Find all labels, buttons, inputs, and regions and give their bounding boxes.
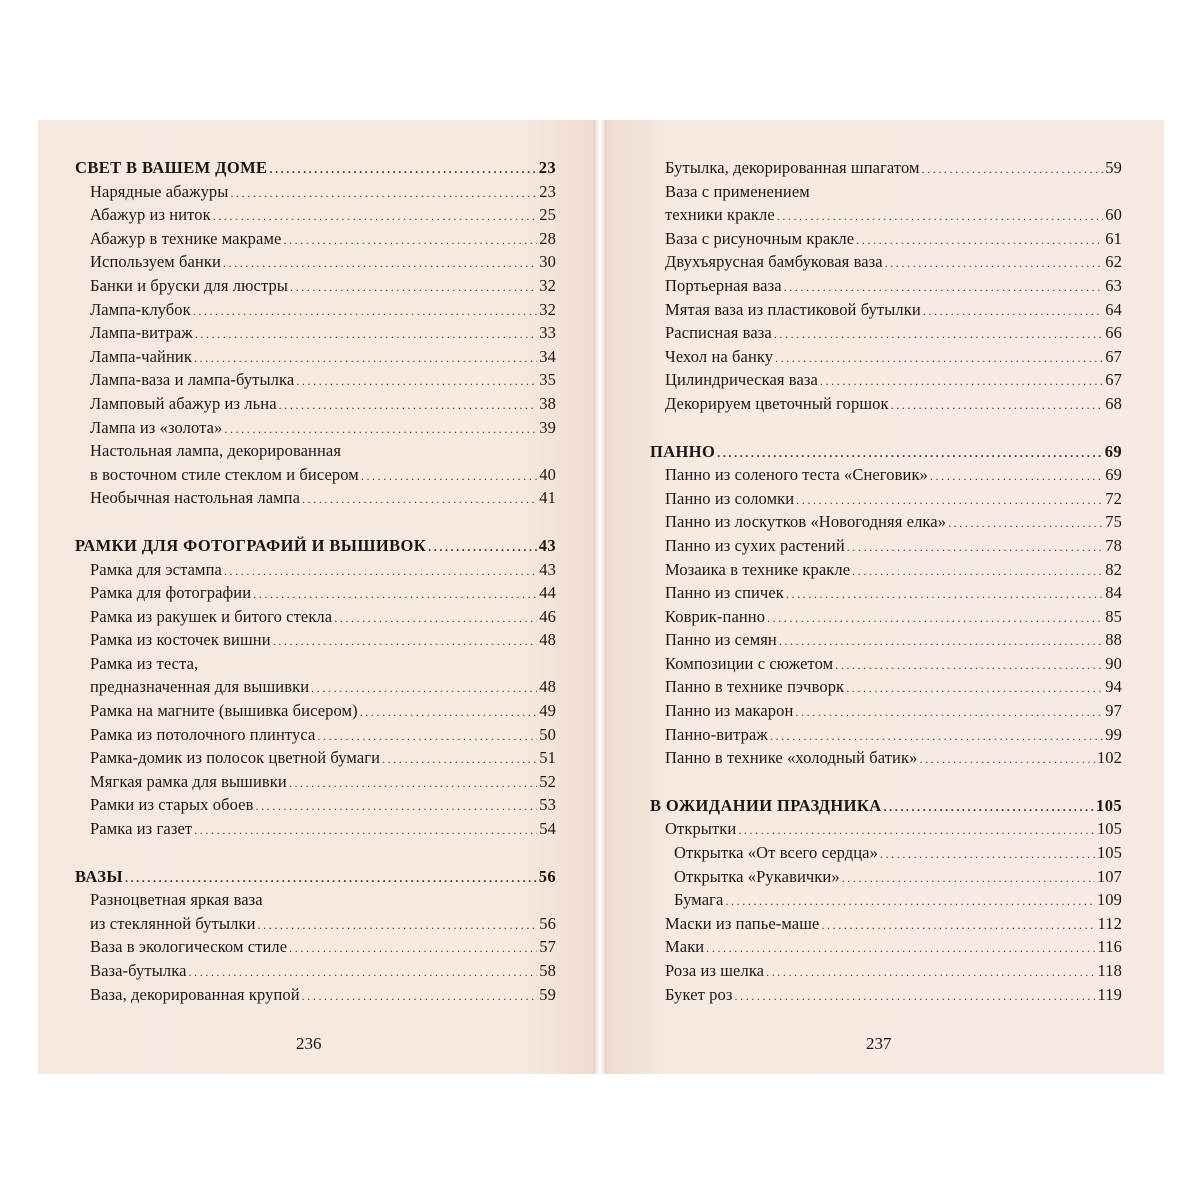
dot-leader <box>770 723 1103 749</box>
toc-entry-page-number: 34 <box>539 346 556 366</box>
toc-entry <box>75 180 556 204</box>
dot-leader <box>777 203 1104 229</box>
toc-entry-title: Ваза в экологическом стиле <box>90 937 288 957</box>
toc-entry-title: Панно из лоскутков «Новогодняя елка» <box>665 512 947 532</box>
toc-entry <box>650 675 1122 699</box>
toc-entry-page-number: 105 <box>1096 795 1122 815</box>
toc-entry <box>650 487 1122 511</box>
dot-leader <box>223 250 537 276</box>
toc-entry-page-number: 97 <box>1105 701 1122 721</box>
toc-entry-title: Панно из семян <box>665 630 777 650</box>
toc-entry-title: Панно из соломки <box>665 488 795 508</box>
toc-entry-title: ВАЗЫ <box>75 866 123 886</box>
toc-section-heading <box>75 534 556 558</box>
toc-entry-title: Роза из шелка <box>665 961 765 980</box>
dot-leader <box>779 628 1103 654</box>
dot-leader <box>706 935 1095 961</box>
toc-entry-page-number: 94 <box>1105 677 1122 697</box>
toc-entry-page-number: 39 <box>539 417 556 437</box>
section-gap <box>650 416 1122 440</box>
dot-leader <box>193 298 538 324</box>
toc-entry-page-number: 107 <box>1096 866 1122 886</box>
toc-entry-title: Лампа-витраж <box>90 323 193 343</box>
toc-entry-page-number: 56 <box>538 866 556 886</box>
toc-entry-page-number: 66 <box>1105 323 1122 343</box>
dot-leader <box>269 156 536 182</box>
dot-leader <box>289 770 537 796</box>
toc-entry-title: Цилиндрическая ваза <box>665 370 818 390</box>
toc-entry-title: Маски из папье-маше <box>665 913 820 933</box>
toc-entry <box>650 581 1122 605</box>
book-gutter <box>593 120 607 1074</box>
toc-entry-title: Разноцветная яркая ваза <box>90 890 263 910</box>
toc-entry <box>75 392 556 416</box>
toc-section-heading <box>75 156 556 180</box>
toc-entry <box>75 368 556 392</box>
dot-leader <box>296 368 537 394</box>
toc-entry <box>650 699 1122 723</box>
toc-entry <box>75 463 556 487</box>
toc-entry-page-number: 33 <box>539 323 556 343</box>
toc-entry <box>650 227 1122 251</box>
dot-leader <box>919 746 1094 772</box>
toc-entry <box>75 558 556 582</box>
dot-leader <box>795 699 1103 725</box>
toc-entry-title: Панно в технике «холодный батик» <box>665 748 918 768</box>
toc-entry-page-number: 43 <box>538 535 556 555</box>
toc-entry-page-number: 68 <box>1105 393 1122 413</box>
toc-entry-page-number: 75 <box>1105 512 1122 532</box>
toc-entry-page-number: 23 <box>538 158 556 177</box>
toc-entry-page-number: 48 <box>539 630 556 650</box>
toc-entry-page-number: 82 <box>1105 559 1122 579</box>
dot-leader <box>846 675 1103 701</box>
toc-entry <box>75 486 556 510</box>
toc-entry <box>75 723 556 747</box>
toc-entry-title: ПАННО <box>650 441 716 461</box>
toc-entry <box>75 888 556 912</box>
toc-entry-page-number: 60 <box>1105 205 1122 225</box>
toc-entry-title: Лампа-чайник <box>90 346 192 366</box>
toc-entry <box>75 345 556 369</box>
toc-entry-title: Рамка из ракушек и битого стекла <box>90 606 333 626</box>
toc-entry <box>75 699 556 723</box>
toc-entry <box>650 865 1122 889</box>
toc-entry <box>650 723 1122 747</box>
dot-leader <box>948 510 1103 536</box>
dot-leader <box>258 912 538 938</box>
toc-entry-page-number: 90 <box>1105 653 1122 673</box>
toc-entry-page-number: 28 <box>539 228 556 248</box>
toc-entry-title: Абажур из ниток <box>90 205 211 225</box>
toc-entry-title: Панно из соленого теста «Снеговик» <box>665 465 928 485</box>
toc-entry <box>650 628 1122 652</box>
toc-entry <box>650 321 1122 345</box>
toc-entry <box>75 793 556 817</box>
toc-entry-title: Букет роз <box>665 984 733 1004</box>
toc-entry-title: Декорируем цветочный горшок <box>665 393 889 413</box>
toc-entry-title: Открытка «Рукавички» <box>674 866 840 886</box>
toc-entry-page-number: 30 <box>539 252 556 272</box>
toc-entry-page-number: 44 <box>539 583 556 603</box>
dot-leader <box>891 392 1104 418</box>
dot-leader <box>847 534 1104 560</box>
toc-entry <box>650 274 1122 298</box>
toc-entry <box>75 439 556 463</box>
toc-entry-title: Панно-витраж <box>665 724 768 744</box>
toc-entry-page-number: 43 <box>539 559 556 579</box>
toc-entry-page-number: 105 <box>1096 819 1122 839</box>
toc-entry <box>650 392 1122 416</box>
toc-entry-page-number: 62 <box>1105 252 1122 272</box>
left-page-number: 236 <box>296 1034 322 1053</box>
toc-entry-title: техники кракле <box>665 205 775 225</box>
toc-entry <box>75 746 556 770</box>
toc-entry-title: Композиции с сюжетом <box>665 653 834 673</box>
toc-entry-page-number: 112 <box>1097 913 1122 933</box>
toc-entry-title: Ваза-бутылка <box>90 961 187 980</box>
dot-leader <box>922 156 1104 182</box>
toc-entry <box>650 652 1122 676</box>
toc-entry-title: Необычная настольная лампа <box>90 488 301 508</box>
toc-entry <box>75 416 556 440</box>
toc-entry-title: предназначенная для вышивки <box>90 677 310 697</box>
dot-leader <box>194 817 537 843</box>
dot-leader <box>382 746 537 772</box>
dot-leader <box>842 865 1095 891</box>
toc-entry-title: Ваза с рисуночным кракле <box>665 228 855 248</box>
toc-entry-title: Рамка для эстампа <box>90 559 222 579</box>
toc-entry <box>650 841 1122 865</box>
dot-leader <box>125 865 537 891</box>
toc-entry <box>650 912 1122 936</box>
dot-leader <box>820 368 1103 394</box>
toc-entry-page-number: 58 <box>539 961 556 980</box>
dot-leader <box>290 274 537 300</box>
toc-entry-page-number: 61 <box>1105 228 1122 248</box>
toc-entry <box>75 274 556 298</box>
toc-entry-page-number: 67 <box>1105 370 1122 390</box>
dot-leader <box>856 227 1103 253</box>
dot-leader <box>253 581 537 607</box>
toc-entry-page-number: 102 <box>1096 748 1122 768</box>
dot-leader <box>738 817 1095 843</box>
toc-entry-title: Банки и бруски для люстры <box>90 275 289 295</box>
toc-entry-page-number: 48 <box>539 677 556 697</box>
toc-entry-title: РАМКИ ДЛЯ ФОТОГРАФИЙ И ВЫШИВОК <box>75 535 427 555</box>
toc-entry <box>75 227 556 251</box>
toc-entry-title: Бутылка, декорированная шпагатом <box>665 158 920 177</box>
toc-entry-title: Рамка из косточек вишни <box>90 630 271 650</box>
dot-leader <box>283 227 537 253</box>
toc-entry <box>650 463 1122 487</box>
toc-entry-page-number: 116 <box>1097 937 1122 957</box>
toc-entry <box>650 558 1122 582</box>
dot-leader <box>273 628 538 654</box>
toc-entry <box>75 935 556 959</box>
toc-entry <box>650 250 1122 274</box>
dot-leader <box>255 793 537 819</box>
toc-entry <box>75 628 556 652</box>
toc-entry-title: Лампа-клубок <box>90 299 191 319</box>
dot-leader <box>195 321 537 347</box>
toc-entry-page-number: 109 <box>1096 890 1122 910</box>
toc-entry <box>75 770 556 794</box>
toc-entry-page-number: 99 <box>1105 724 1122 744</box>
toc-entry-page-number: 105 <box>1096 843 1122 863</box>
toc-entry-title: Панно из спичек <box>665 583 784 603</box>
toc-entry-title: Открытки <box>665 819 737 839</box>
dot-leader <box>835 652 1103 678</box>
toc-entry-page-number: 46 <box>539 606 556 626</box>
toc-entry-title: Мозаика в технике кракле <box>665 559 851 579</box>
dot-leader <box>189 959 538 985</box>
toc-entry-page-number: 88 <box>1105 630 1122 650</box>
toc-entry-title: Рамка из газет <box>90 819 193 839</box>
toc-entry-title: Лампа из «золота» <box>90 417 223 437</box>
toc-entry <box>650 203 1122 227</box>
toc-entry-title: Используем банки <box>90 252 221 272</box>
toc-entry <box>75 652 556 676</box>
toc-entry-page-number: 69 <box>1105 465 1122 485</box>
dot-leader <box>334 605 537 631</box>
toc-entry-page-number: 118 <box>1097 961 1122 980</box>
dot-leader <box>885 250 1104 276</box>
toc-entry <box>75 581 556 605</box>
toc-entry-title: В ОЖИДАНИИ ПРАЗДНИКА <box>650 795 882 815</box>
toc-entry <box>75 912 556 936</box>
toc-entry-title: Мягкая рамка для вышивки <box>90 771 287 791</box>
dot-leader <box>302 486 537 512</box>
toc-section-heading <box>650 794 1122 818</box>
dot-leader <box>796 487 1103 513</box>
right-page-number: 237 <box>866 1034 892 1053</box>
toc-entry-title: Рамка для фотографии <box>90 583 252 603</box>
toc-entry-title: Нарядные абажуры <box>90 181 229 201</box>
dot-leader <box>821 912 1095 938</box>
toc-entry-page-number: 64 <box>1105 299 1122 319</box>
toc-entry-page-number: 67 <box>1105 346 1122 366</box>
dot-leader <box>930 463 1103 489</box>
toc-entry-title: из стеклянной бутылки <box>90 913 256 933</box>
toc-entry-page-number: 38 <box>539 393 556 413</box>
toc-entry <box>75 675 556 699</box>
dot-leader <box>786 581 1103 607</box>
toc-entry-title: Панно в технике пэчворк <box>665 677 845 697</box>
toc-entry-page-number: 40 <box>539 464 556 484</box>
toc-entry-title: Панно из сухих растений <box>665 535 845 555</box>
toc-entry-title: Открытка «От всего сердца» <box>674 843 878 863</box>
dot-leader <box>784 274 1104 300</box>
toc-entry-title: Мятая ваза из пластиковой бутылки <box>665 299 921 319</box>
toc-entry-page-number: 32 <box>539 275 556 295</box>
toc-entry <box>75 959 556 983</box>
toc-entry-title: Абажур в технике макраме <box>90 228 282 248</box>
right-table-of-contents <box>650 156 1122 1006</box>
toc-entry-page-number: 51 <box>539 748 556 768</box>
toc-entry-title: Ламповый абажур из льна <box>90 393 277 413</box>
dot-leader <box>766 959 1095 985</box>
toc-entry <box>650 368 1122 392</box>
toc-entry <box>75 605 556 629</box>
toc-entry-page-number: 59 <box>1105 158 1122 177</box>
toc-entry-page-number: 35 <box>539 370 556 390</box>
toc-entry <box>75 321 556 345</box>
toc-entry-title: Бумага <box>674 890 724 910</box>
dot-leader <box>735 983 1096 1009</box>
toc-entry-title: Маки <box>665 937 705 957</box>
toc-entry-page-number: 69 <box>1104 441 1122 461</box>
toc-entry-page-number: 49 <box>539 701 556 721</box>
toc-entry <box>650 180 1122 204</box>
dot-leader <box>361 463 537 489</box>
dot-leader <box>852 558 1103 584</box>
toc-entry-page-number: 52 <box>539 771 556 791</box>
toc-entry-page-number: 56 <box>539 913 556 933</box>
toc-entry-page-number: 85 <box>1105 606 1122 626</box>
toc-entry-page-number: 84 <box>1105 583 1122 603</box>
dot-leader <box>428 534 537 560</box>
toc-section-heading <box>650 440 1122 464</box>
toc-entry-title: Панно из макарон <box>665 701 794 721</box>
toc-entry-page-number: 53 <box>539 795 556 815</box>
toc-entry-page-number: 25 <box>539 205 556 225</box>
toc-entry <box>650 888 1122 912</box>
dot-leader <box>279 392 538 418</box>
toc-entry-title: СВЕТ В ВАШЕМ ДОМЕ <box>75 158 268 177</box>
toc-entry-page-number: 32 <box>539 299 556 319</box>
toc-entry-page-number: 23 <box>539 181 556 201</box>
dot-leader <box>923 298 1103 324</box>
toc-entry <box>650 156 1122 180</box>
toc-entry <box>650 345 1122 369</box>
toc-entry <box>75 298 556 322</box>
dot-leader <box>317 723 537 749</box>
section-gap <box>650 770 1122 794</box>
toc-entry <box>650 298 1122 322</box>
section-gap <box>75 510 556 534</box>
toc-entry <box>650 817 1122 841</box>
toc-entry <box>650 746 1122 770</box>
toc-entry-page-number: 72 <box>1105 488 1122 508</box>
toc-entry-page-number: 119 <box>1097 984 1122 1004</box>
dot-leader <box>213 203 538 229</box>
dot-leader <box>767 605 1103 631</box>
toc-entry <box>75 983 556 1007</box>
toc-entry-title: в восточном стиле стеклом и бисером <box>90 464 359 484</box>
toc-entry-page-number: 59 <box>539 984 556 1004</box>
toc-entry-title: Портьерная ваза <box>665 275 782 295</box>
section-gap <box>75 841 556 865</box>
dot-leader <box>725 888 1094 914</box>
toc-entry-title: Лампа-ваза и лампа-бутылка <box>90 370 295 390</box>
toc-entry <box>650 605 1122 629</box>
toc-entry-title: Ваза с применением <box>665 181 810 201</box>
dot-leader <box>289 935 537 961</box>
toc-entry <box>650 959 1122 983</box>
dot-leader <box>230 180 537 206</box>
dot-leader <box>880 841 1095 867</box>
toc-entry <box>650 534 1122 558</box>
dot-leader <box>774 321 1103 347</box>
toc-entry-page-number: 63 <box>1105 275 1122 295</box>
dot-leader <box>224 416 537 442</box>
dot-leader <box>194 345 537 371</box>
toc-entry-title: Рамка-домик из полосок цветной бумаги <box>90 748 381 768</box>
toc-entry <box>650 935 1122 959</box>
toc-entry <box>650 510 1122 534</box>
toc-entry-title: Рамки из старых обоев <box>90 795 254 815</box>
dot-leader <box>360 699 538 725</box>
toc-entry-title: Настольная лампа, декорированная <box>90 441 342 461</box>
toc-entry <box>75 203 556 227</box>
toc-entry-page-number: 54 <box>539 819 556 839</box>
toc-entry-page-number: 50 <box>539 724 556 744</box>
toc-entry-title: Двухъярусная бамбуковая ваза <box>665 252 883 272</box>
toc-entry-page-number: 41 <box>539 488 556 508</box>
toc-section-heading <box>75 865 556 889</box>
toc-entry-page-number: 57 <box>539 937 556 957</box>
toc-entry-title: Рамка на магните (вышивка бисером) <box>90 701 358 721</box>
toc-entry-title: Рамка из потолочного плинтуса <box>90 724 316 744</box>
dot-leader <box>717 440 1102 466</box>
dot-leader <box>302 983 538 1009</box>
toc-entry <box>75 817 556 841</box>
toc-entry <box>650 983 1122 1007</box>
toc-entry-title: Расписная ваза <box>665 323 772 343</box>
toc-entry-page-number: 78 <box>1105 535 1122 555</box>
toc-entry-title: Коврик-панно <box>665 606 766 626</box>
toc-entry <box>75 250 556 274</box>
dot-leader <box>224 558 537 584</box>
dot-leader <box>884 794 1095 820</box>
toc-entry-title: Ваза, декорированная крупой <box>90 984 300 1004</box>
dot-leader <box>775 345 1103 371</box>
dot-leader <box>311 675 537 701</box>
toc-entry-title: Рамка из теста, <box>90 653 199 673</box>
toc-entry-title: Чехол на банку <box>665 346 774 366</box>
left-table-of-contents <box>75 156 556 1006</box>
